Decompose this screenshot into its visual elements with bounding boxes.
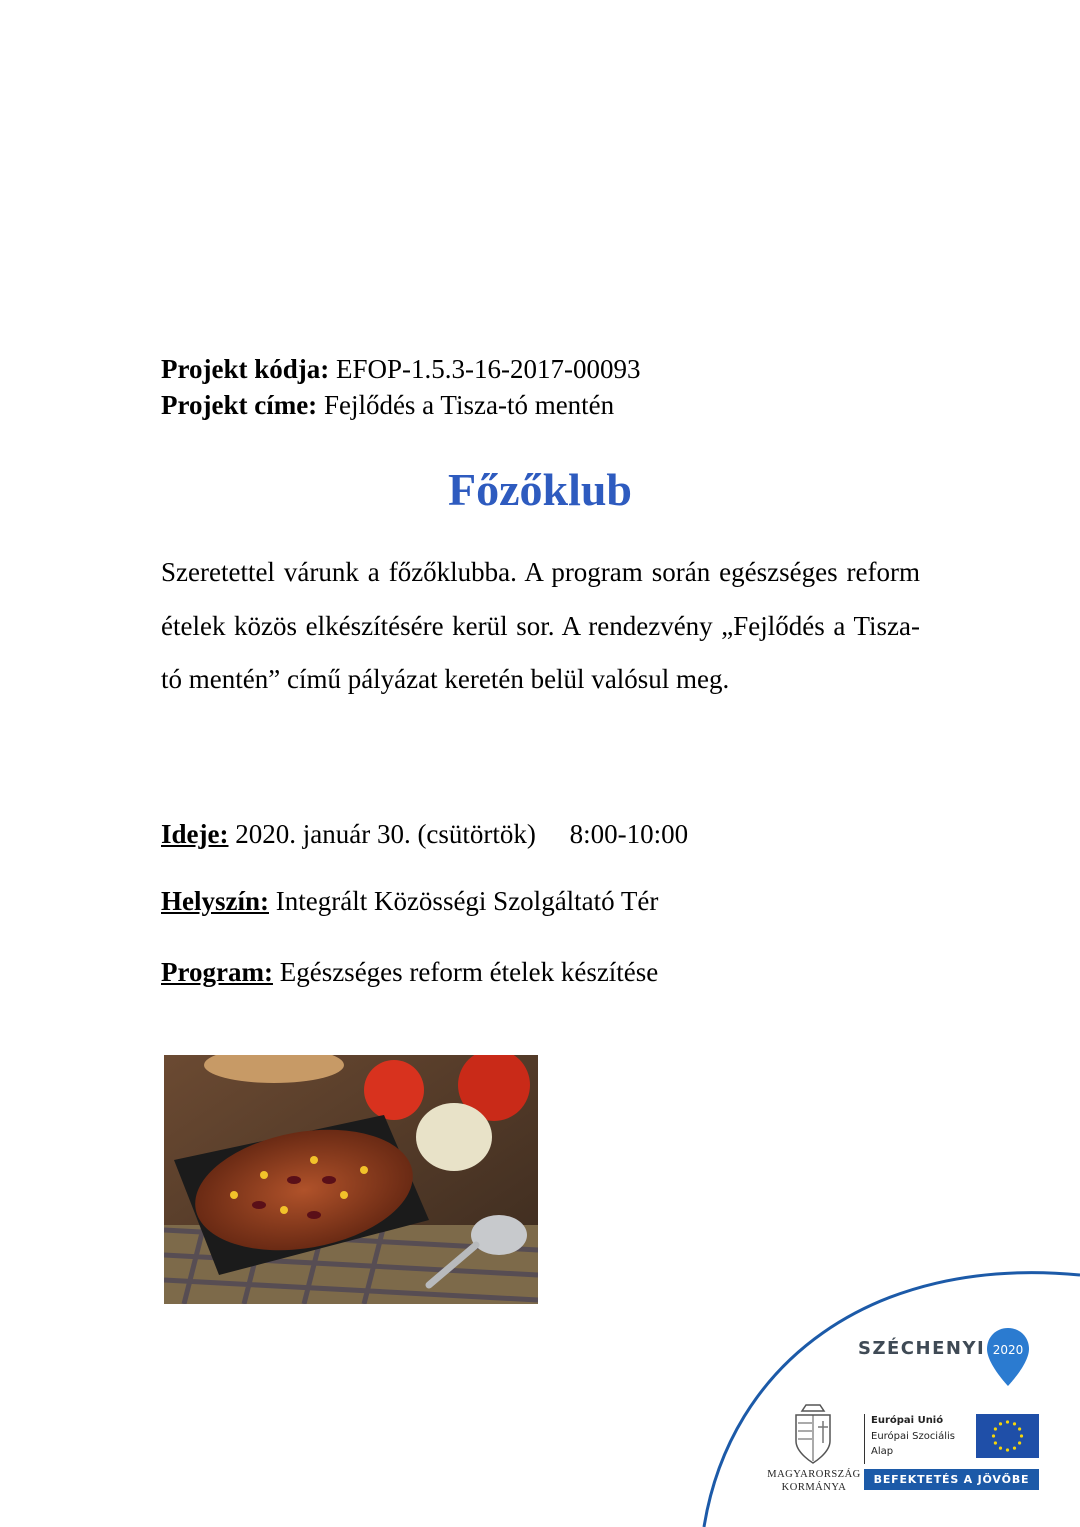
szechenyi-pin-icon xyxy=(985,1326,1031,1388)
eu-line-2: Európai Szociális xyxy=(871,1431,955,1442)
project-title-value: Fejlődés a Tisza-tó mentén xyxy=(323,390,615,420)
project-title-line xyxy=(161,388,614,422)
gov-line-1: MAGYARORSZÁG xyxy=(767,1469,861,1480)
place-value: Integrált Közösségi Szolgáltató Tér xyxy=(269,886,659,916)
gov-line-2: KORMÁNYA xyxy=(781,1482,847,1493)
time-label: Ideje: xyxy=(161,819,229,849)
szechenyi-text: SZÉCHENYI xyxy=(858,1338,986,1359)
eu-flag-icon xyxy=(976,1414,1039,1458)
program-label: Program: xyxy=(161,957,273,987)
chili-bowl-photo xyxy=(164,1055,538,1304)
program-line xyxy=(161,955,658,989)
place-line xyxy=(161,884,658,918)
time-line xyxy=(161,817,688,851)
coat-of-arms-icon xyxy=(790,1403,836,1465)
time-value: 2020. január 30. (csütörtök) 8:00-10:00 xyxy=(228,819,689,849)
project-code-value: EFOP-1.5.3-16-2017-00093 xyxy=(336,354,641,384)
project-title-label: Projekt címe: xyxy=(161,390,318,420)
page-title: Főzőklub xyxy=(447,464,633,515)
eu-line-3: Alap xyxy=(871,1446,894,1457)
project-code-label: Projekt kódja: xyxy=(161,354,330,384)
eu-line-1: Európai Unió xyxy=(871,1415,944,1426)
invest-banner: BEFEKTETÉS A JÖVŐBE xyxy=(864,1469,1039,1490)
program-value: Egészséges reform ételek készítése xyxy=(272,957,659,987)
szechenyi-year: 2020 xyxy=(992,1343,1024,1357)
place-label: Helyszín: xyxy=(161,886,269,916)
project-code-line xyxy=(161,352,641,386)
eu-divider xyxy=(864,1414,865,1464)
intro-paragraph: Szeretettel várunk a főzőklubba. A program során egészséges reform ételek közös elkészítésére kerül sor. A rendezvény „Fejlődés a Tisza- tó mentén” című pályázat keretén belül valósul meg. xyxy=(161,557,920,694)
